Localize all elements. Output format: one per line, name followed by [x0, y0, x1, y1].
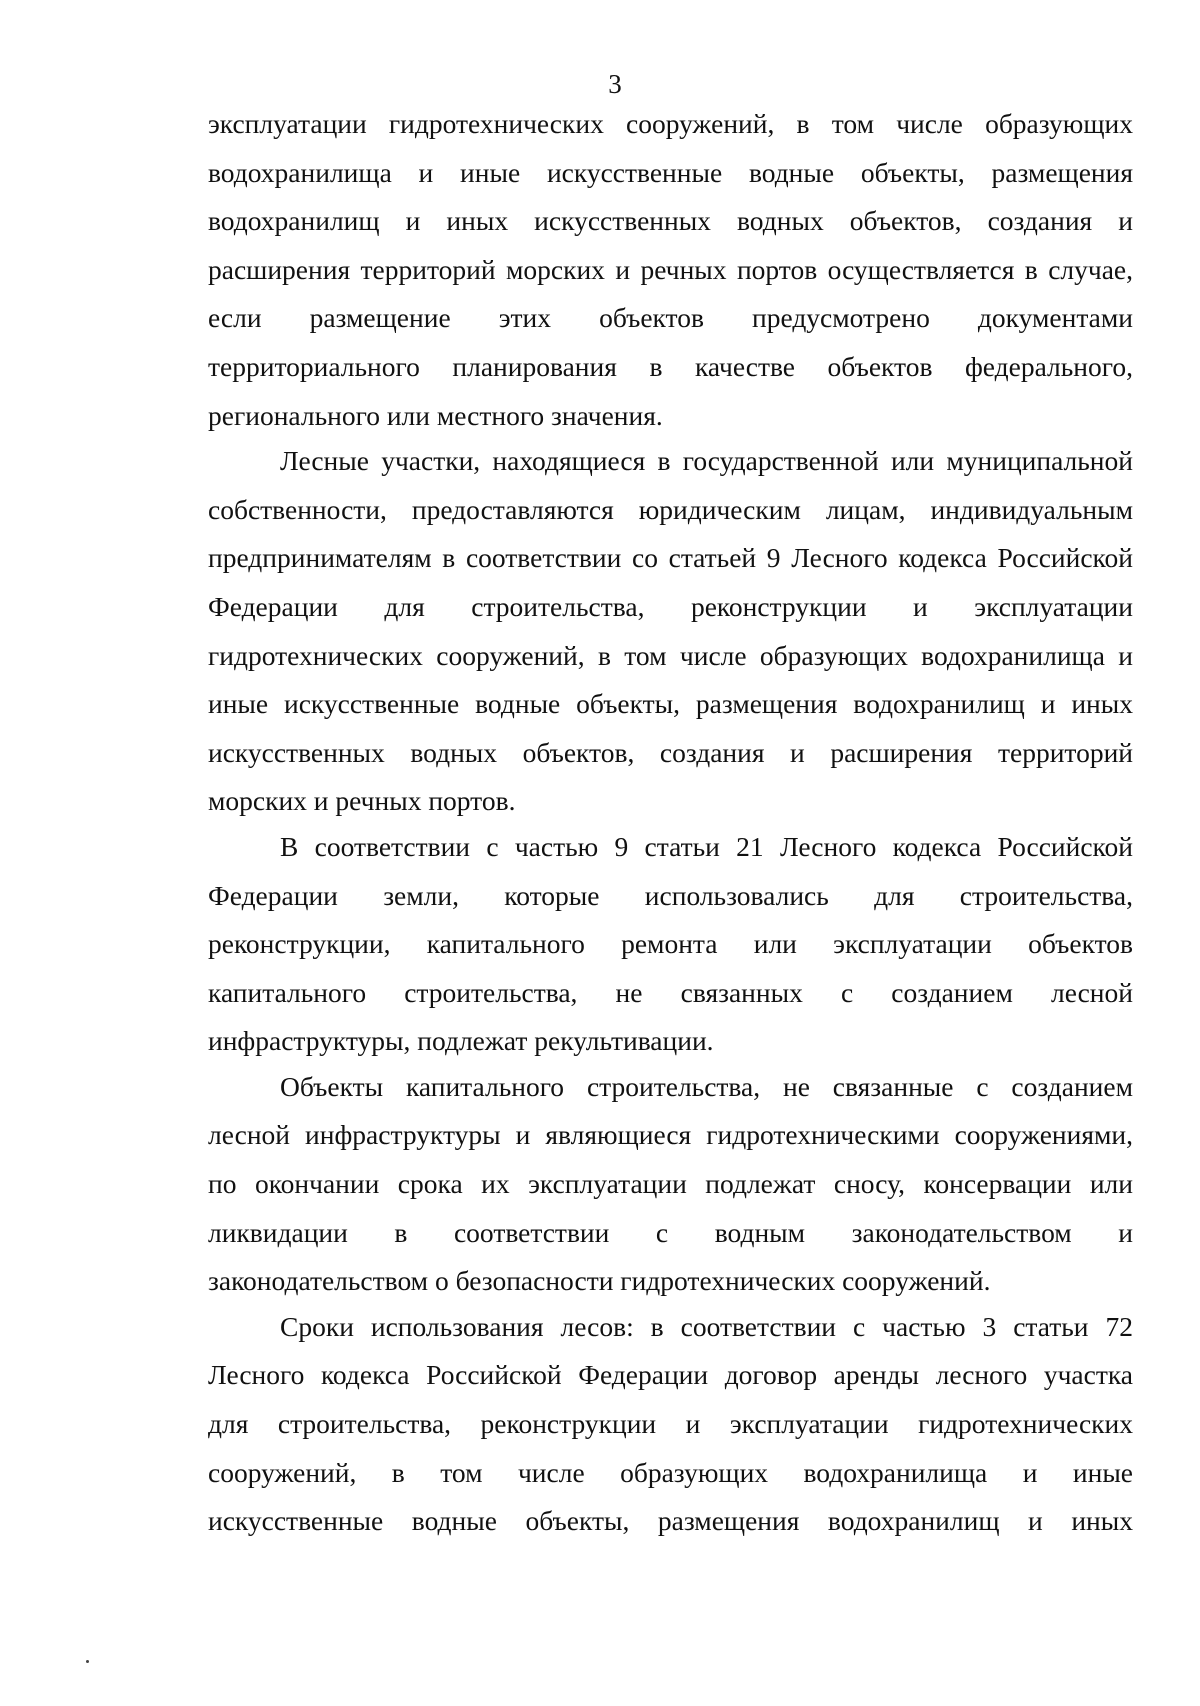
text-line: регионального или местного значения. [208, 399, 663, 431]
paragraph-1 [208, 100, 1133, 440]
paragraph-4 [208, 1063, 1133, 1306]
page-number: 3 [608, 69, 622, 99]
scan-speck [86, 1660, 89, 1663]
text-line: В соответствии с частью 9 статьи 21 Лесного кодекса Российской [280, 830, 1133, 862]
text-line: эксплуатации гидротехнических сооружений, в том числе образующих [208, 108, 1133, 139]
paragraph-2 [208, 437, 1133, 826]
text-line: Объекты капитального строительства, не связанные с созданием [280, 1070, 1133, 1102]
text-line: законодательством о безопасности гидротехнических сооружений. [208, 1265, 991, 1297]
text-line: Лесные участки, находящиеся в государственной или муниципальной [280, 445, 1133, 477]
text-line: Федерации для строительства, реконструкции и эксплуатации [208, 590, 1133, 622]
text-line: если размещение этих объектов предусмотрено документами [208, 302, 1133, 334]
text-line: гидротехнических сооружений, в том числе образующих водохранилища и [208, 639, 1133, 671]
text-line: иные искусственные водные объекты, размещения водохранилищ и иных [208, 688, 1133, 720]
text-line: инфраструктуры, подлежат рекультивации. [208, 1025, 714, 1057]
text-line: водохранилища и иные искусственные водные объекты, размещения [208, 156, 1133, 188]
text-line: искусственные водные объекты, размещения водохранилищ и иных [208, 1505, 1133, 1537]
text-line: собственности, предоставляются юридическим лицам, индивидуальным [208, 493, 1133, 525]
text-line: территориального планирования в качестве объектов федерального, [208, 350, 1133, 382]
document-body [208, 100, 1133, 1546]
text-line: ликвидации в соответствии с водным законодательством и [208, 1216, 1133, 1248]
paragraph-3 [208, 823, 1133, 1066]
text-line: Федерации земли, которые использовались для строительства, [208, 879, 1133, 911]
text-line: водохранилищ и иных искусственных водных объектов, создания и [208, 205, 1133, 237]
paragraph-5 [208, 1303, 1133, 1546]
text-line: Сроки использования лесов: в соответствии с частью 3 статьи 72 [280, 1310, 1133, 1342]
text-line: Лесного кодекса Российской Федерации договор аренды лесного участка [208, 1359, 1133, 1391]
text-line: реконструкции, капитального ремонта или эксплуатации объектов [208, 928, 1133, 960]
text-line: капитального строительства, не связанных с созданием лесной [208, 976, 1133, 1008]
text-line: сооружений, в том числе образующих водохранилища и иные [208, 1456, 1133, 1488]
text-line: предпринимателям в соответствии со статьей 9 Лесного кодекса Российской [208, 542, 1133, 574]
text-line: для строительства, реконструкции и эксплуатации гидротехнических [208, 1408, 1133, 1440]
text-line: по окончании срока их эксплуатации подлежат сносу, консервации или [208, 1168, 1133, 1200]
text-line: искусственных водных объектов, создания и расширения территорий [208, 736, 1133, 768]
text-line: лесной инфраструктуры и являющиеся гидротехническими сооружениями, [208, 1119, 1133, 1151]
text-line: расширения территорий морских и речных портов осуществляется в случае, [208, 253, 1133, 285]
text-line: морских и речных портов. [208, 785, 516, 817]
